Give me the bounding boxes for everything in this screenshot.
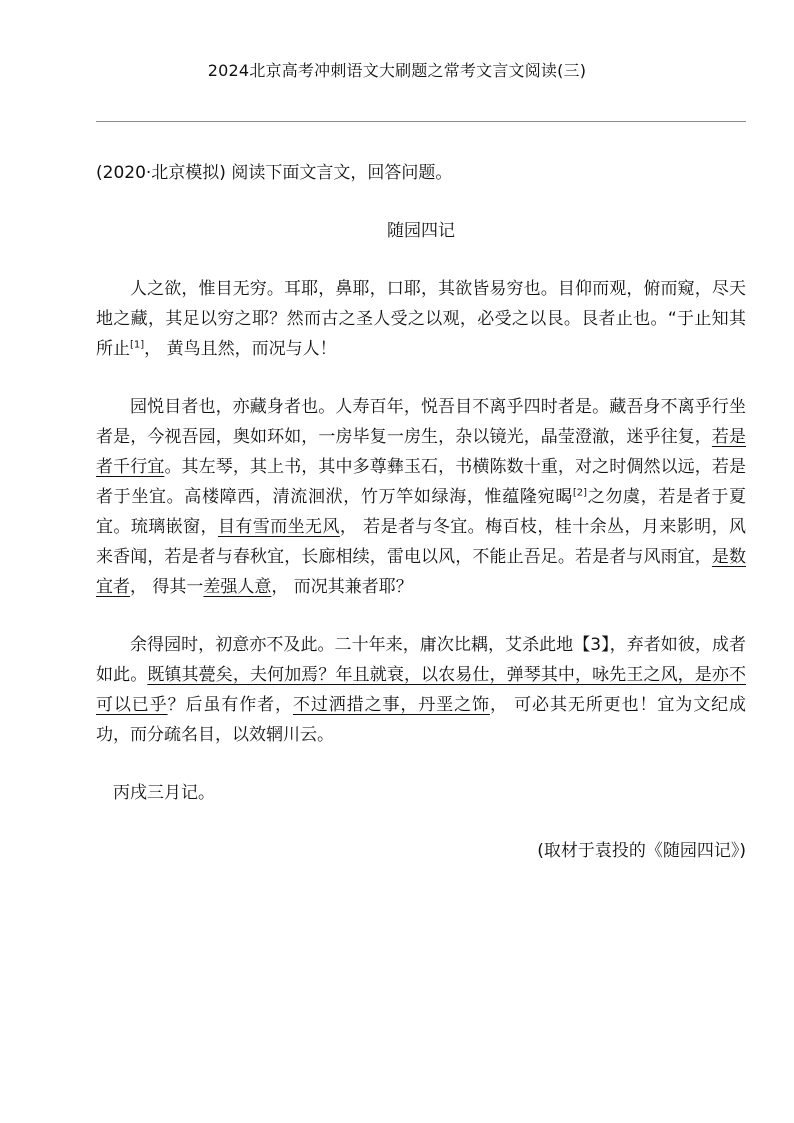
paragraph-2-text-2: 。其左琴，其上书，其中多尊彝玉石，书横陈数十重，对之时倜然以远，若是者于坐宜。高楼障西，清流洄洑，竹万竿如绿海，惟蕴隆宛暍 [96,457,747,507]
paragraph-2-text-6: ， 而况其兼者耶？ [271,577,413,597]
paragraph-2 [96,392,746,602]
paragraph-2-text-3: 之勿虞，若是者于夏宜。琉璃嵌窗， [96,487,747,537]
footnote-marker-1: [1] [130,339,145,351]
paragraph-2-text-1: 园悦目者也，亦藏身者也。人寿百年，悦吾目不离乎四时者是。藏吾身不离乎行坐者是，今视吾园，奥如环如，一房毕复一房生，杂以镜光，晶莹澄澈，迷乎往复， [96,397,746,447]
paragraph-2-text-5: ， 得其一 [130,577,204,597]
header-divider [96,121,746,122]
underlined-sentence-1: 既镇其甍矣，夫何加焉？年且就衰，以农易仕，弹琴其中，咏先王之风，是亦不可以已乎 [96,665,747,715]
document-body [96,158,746,866]
underlined-phrase-2: 目有雪而坐无风 [217,517,340,537]
underlined-phrase-4: 差强人意 [203,577,272,597]
underlined-phrase-3: 是数宜者 [96,547,746,597]
page-title: 2024北京高考冲刺语文大刷题之常考文言文阅读(三) [207,61,587,80]
source-citation: (取材于袁投的《随园四记》) [537,841,746,861]
paragraph-3-text-2: ？后虽有作者， [167,695,293,715]
question-intro: (2020·北京模拟) 阅读下面文言文，回答问题。 [96,163,453,183]
paragraph-3-text-1: 余得园时，初意亦不及此。二十年来，庸次比耦，艾杀此地【3】，弃者如彼，成者如此。 [96,635,746,685]
footnote-marker-2: [2] [572,487,588,499]
paragraph-2-text-4: ， 若是者与冬宜。梅百枝，桂十余丛，月来影明，风来香闻，若是者与春秋宜，长廊相续，雷电以风，不能止吾足。若是者与风雨宜， [96,517,747,567]
paragraph-3-text-3: ， 可必其无所更也！宜为文纪成功，而分疏名目，以效辋川云。 [96,695,747,745]
dated-line: 丙戌三月记。 [113,783,215,803]
paragraph-1 [96,274,746,364]
paragraph-1-text-2: ， 黄鸟且然，而况与人！ [144,339,337,359]
passage-title: 随园四记 [387,221,455,241]
paragraph-3 [96,630,746,750]
underlined-phrase-1: 若是者千行宜 [96,427,746,477]
paragraph-1-text-1: 人之欲，惟目无穷。耳耶，鼻耶，口耶，其欲皆易穷也。目仰而观，俯而窥，尽天地之藏，其足以穷之耶？然而古之圣人受之以观，必受之以艮。艮者止也。“于止知其所止 [96,279,746,359]
underlined-phrase-5: 不过洒措之事，丹垩之饰 [292,695,490,715]
